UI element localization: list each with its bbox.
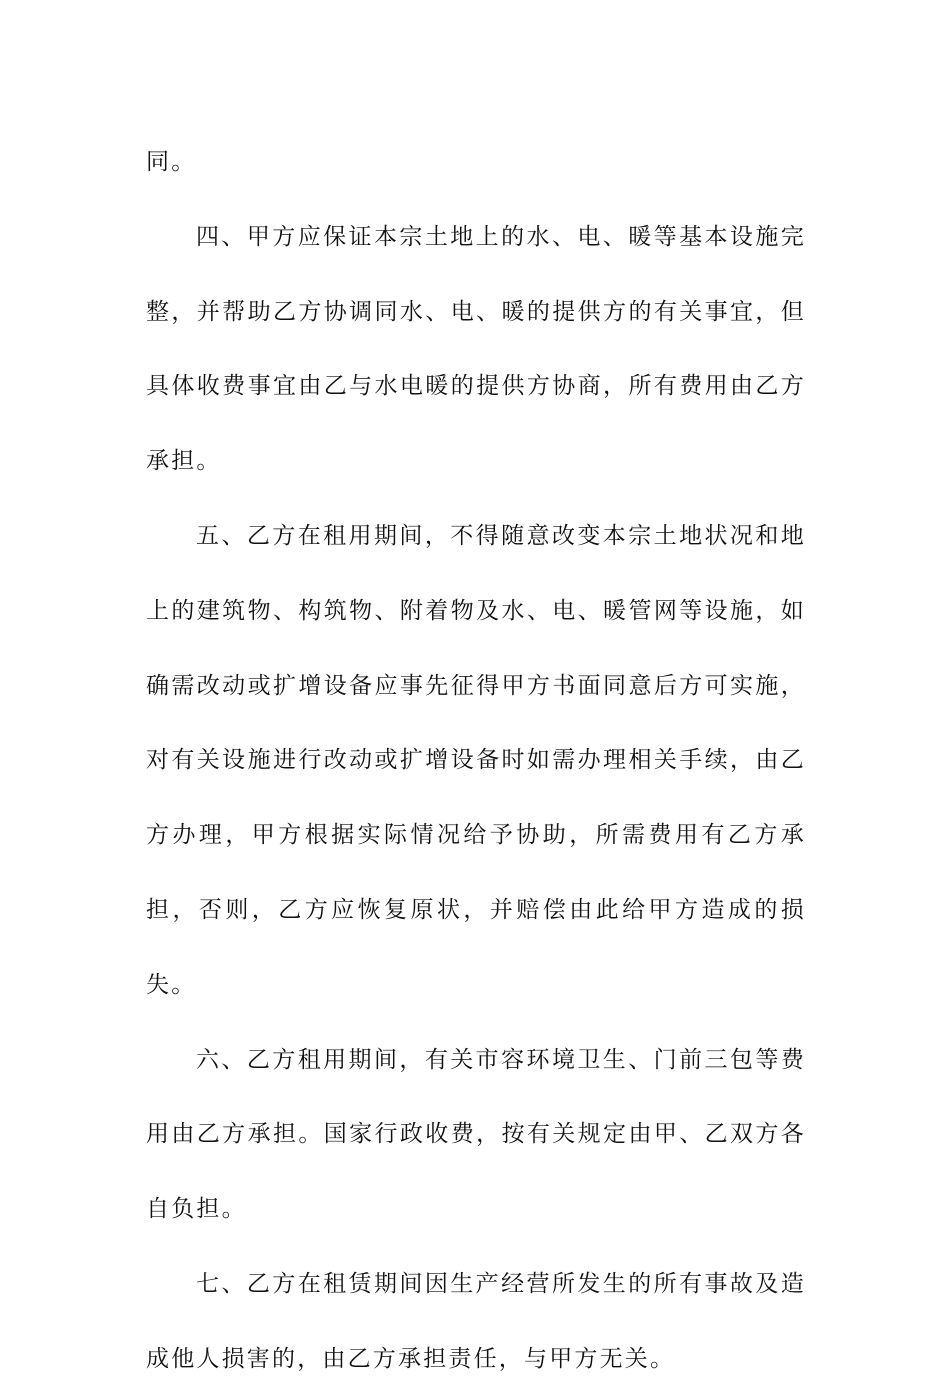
- paragraph-continuation: 同。: [146, 149, 197, 175]
- paragraph-clause-5: 五、乙方在租用期间，不得随意改变本宗土地状况和地上的建筑物、构筑物、附着物及水、电、暖管网等设施，如确需改动或扩增设备应事先征得甲方书面同意后方可实施，对有关设施进行改动或扩增设备时如需办理相关手续，由乙方办理，甲方根据实际情况给予协助，所需费用有乙方承担，否则，乙方应恢复原状，并赔偿由此给甲方造成的损失。: [146, 522, 806, 998]
- document-body: [146, 125, 806, 1397]
- paragraph-clause-7: 七、乙方在租赁期间因生产经营所发生的所有事故及造成他人损害的，由乙方承担责任，与甲方无关。: [146, 1270, 806, 1372]
- paragraph-clause-6: 六、乙方租用期间，有关市容环境卫生、门前三包等费用由乙方承担。国家行政收费，按有关规定由甲、乙双方各自负担。: [146, 1046, 806, 1223]
- paragraph-clause-4: 四、甲方应保证本宗土地上的水、电、暖等基本设施完整，并帮助乙方协调同水、电、暖的提供方的有关事宜，但具体收费事宜由乙与水电暖的提供方协商，所有费用由乙方承担。: [146, 223, 806, 475]
